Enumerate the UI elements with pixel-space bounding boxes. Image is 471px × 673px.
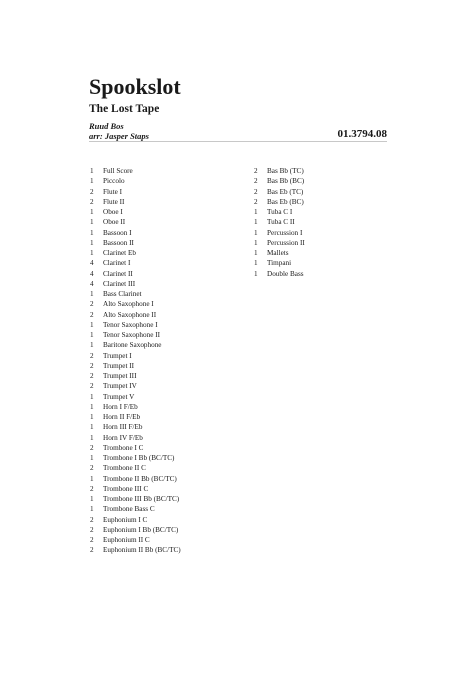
part-row (90, 176, 181, 186)
part-name: Trumpet II (103, 361, 135, 370)
part-quantity: 2 (90, 515, 94, 524)
part-row (90, 166, 181, 176)
part-quantity: 1 (254, 269, 258, 278)
part-name: Euphonium I C (103, 515, 148, 524)
part-row (254, 176, 305, 186)
part-quantity: 1 (90, 402, 94, 411)
part-quantity: 2 (90, 382, 94, 391)
part-quantity: 1 (90, 167, 94, 175)
part-name: Percussion II (267, 238, 305, 247)
part-row (90, 484, 181, 494)
part-name: Clarinet III (103, 279, 136, 288)
part-quantity: 2 (254, 177, 258, 186)
part-quantity: 1 (90, 249, 94, 257)
part-row (90, 207, 181, 217)
part-row (90, 402, 181, 412)
part-row (90, 217, 181, 227)
part-row (90, 269, 181, 279)
part-quantity: 1 (90, 454, 94, 462)
part-quantity: 1 (90, 218, 94, 227)
part-quantity: 1 (254, 238, 258, 247)
part-quantity: 2 (90, 310, 94, 319)
part-name: Tenor Saxophone II (103, 331, 160, 339)
part-row (254, 166, 305, 176)
part-name: Trombone II C (103, 464, 146, 473)
part-quantity: 1 (90, 505, 94, 514)
part-row (254, 217, 305, 227)
part-row (90, 545, 181, 555)
part-row (90, 433, 181, 443)
part-quantity: 2 (90, 546, 94, 555)
part-quantity: 1 (90, 495, 94, 503)
part-quantity: 1 (90, 341, 94, 350)
part-name: Clarinet Eb (103, 249, 136, 257)
parts-list-left (90, 166, 181, 556)
part-row (90, 412, 181, 422)
header-divider (89, 141, 387, 142)
part-row (254, 248, 305, 258)
part-name: Bas Bb (BC) (267, 177, 305, 186)
part-name: Trombone I C (103, 443, 144, 452)
part-quantity: 1 (90, 228, 94, 237)
part-quantity: 1 (90, 290, 94, 298)
part-name: Baritone Saxophone (103, 341, 162, 350)
part-name: Tuba C II (267, 218, 295, 227)
part-row (90, 371, 181, 381)
part-quantity: 2 (90, 300, 94, 309)
part-quantity: 2 (90, 484, 94, 493)
part-quantity: 1 (254, 228, 258, 237)
part-row (90, 494, 181, 504)
part-row (90, 258, 181, 268)
part-name: Bas Bb (TC) (267, 167, 304, 175)
part-name: Euphonium I Bb (BC/TC) (103, 525, 179, 534)
part-name: Trombone Bass C (103, 505, 155, 514)
part-quantity: 2 (90, 197, 94, 206)
part-row (254, 207, 305, 217)
part-name: Trumpet III (103, 372, 137, 380)
part-quantity: 2 (90, 525, 94, 534)
part-name: Clarinet I (103, 259, 131, 268)
part-quantity: 2 (90, 351, 94, 360)
part-name: Mallets (267, 249, 289, 257)
credits-row (89, 121, 387, 143)
catalog-number: 01.3794.08 (337, 128, 387, 140)
part-quantity: 4 (90, 269, 94, 278)
part-quantity: 1 (90, 433, 94, 442)
part-row (90, 351, 181, 361)
part-quantity: 1 (90, 177, 94, 186)
part-quantity: 2 (254, 187, 258, 196)
part-name: Trombone III C (103, 484, 149, 493)
part-name: Piccolo (103, 177, 125, 186)
part-quantity: 4 (90, 259, 94, 268)
part-name: Alto Saxophone I (103, 300, 154, 309)
part-name: Bassoon I (103, 228, 132, 237)
part-row (90, 289, 181, 299)
part-quantity: 2 (254, 197, 258, 206)
part-quantity: 1 (90, 331, 94, 339)
part-row (90, 463, 181, 473)
part-row (90, 248, 181, 258)
piece-subtitle: The Lost Tape (89, 103, 160, 115)
part-name: Timpani (267, 259, 292, 268)
part-quantity: 1 (90, 423, 94, 432)
part-quantity: 2 (90, 361, 94, 370)
part-name: Euphonium II C (103, 536, 150, 544)
part-name: Oboe II (103, 218, 126, 227)
part-quantity: 2 (90, 443, 94, 452)
part-name: Bassoon II (103, 238, 134, 247)
part-quantity: 2 (90, 464, 94, 473)
part-row (254, 197, 305, 207)
part-row (254, 187, 305, 197)
part-row (254, 238, 305, 248)
part-row (90, 515, 181, 525)
part-row (254, 258, 305, 268)
piece-title: Spookslot (89, 74, 181, 99)
composer-credit: Ruud Bos (89, 121, 124, 131)
part-quantity: 4 (90, 279, 94, 288)
part-name: Oboe I (103, 208, 123, 216)
part-name: Euphonium II Bb (BC/TC) (103, 546, 181, 555)
part-row (90, 279, 181, 289)
part-row (254, 228, 305, 238)
part-quantity: 2 (90, 187, 94, 196)
part-row (90, 330, 181, 340)
part-row (90, 340, 181, 350)
part-row (90, 422, 181, 432)
part-quantity: 1 (254, 259, 258, 268)
part-row (90, 392, 181, 402)
part-name: Tuba C I (267, 208, 293, 216)
part-quantity: 2 (90, 536, 94, 544)
part-name: Trombone I Bb (BC/TC) (103, 454, 175, 462)
part-name: Alto Saxophone II (103, 310, 157, 319)
part-quantity: 1 (90, 392, 94, 401)
part-name: Horn II F/Eb (103, 413, 141, 421)
part-name: Double Bass (267, 269, 304, 278)
part-name: Horn III F/Eb (103, 423, 143, 432)
part-row (90, 238, 181, 248)
part-name: Horn IV F/Eb (103, 433, 143, 442)
part-quantity: 1 (90, 208, 94, 216)
part-row (90, 525, 181, 535)
part-row (90, 381, 181, 391)
part-row (90, 474, 181, 484)
part-name: Flute I (103, 187, 122, 196)
part-name: Full Score (103, 167, 133, 175)
part-name: Flute II (103, 197, 125, 206)
part-name: Trumpet V (103, 392, 135, 401)
part-name: Bass Clarinet (103, 290, 142, 298)
part-name: Trombone III Bb (BC/TC) (103, 495, 180, 503)
part-row (90, 197, 181, 207)
part-quantity: 1 (90, 238, 94, 247)
part-name: Percussion I (267, 228, 303, 237)
part-row (90, 299, 181, 309)
arranger-credit: arr: Jasper Staps (89, 131, 149, 141)
part-quantity: 2 (254, 167, 258, 175)
part-name: Trombone II Bb (BC/TC) (103, 474, 177, 483)
part-quantity: 1 (90, 474, 94, 483)
parts-list-right (254, 166, 305, 279)
part-quantity: 1 (254, 249, 258, 257)
part-quantity: 1 (90, 320, 94, 329)
part-row (90, 320, 181, 330)
part-name: Bas Eb (TC) (267, 187, 304, 196)
part-row (90, 443, 181, 453)
part-row (90, 453, 181, 463)
part-name: Trumpet I (103, 351, 132, 360)
part-name: Trumpet IV (103, 382, 137, 391)
score-header (89, 74, 387, 143)
part-row (90, 504, 181, 514)
part-quantity: 2 (90, 372, 94, 380)
part-row (254, 269, 305, 279)
part-name: Bas Eb (BC) (267, 197, 304, 206)
part-row (90, 535, 181, 545)
part-quantity: 1 (254, 218, 258, 227)
part-name: Horn I F/Eb (103, 402, 138, 411)
part-quantity: 1 (90, 413, 94, 421)
part-quantity: 1 (254, 208, 258, 216)
part-name: Clarinet II (103, 269, 133, 278)
part-name: Tenor Saxophone I (103, 320, 158, 329)
part-row (90, 310, 181, 320)
part-row (90, 361, 181, 371)
part-row (90, 228, 181, 238)
part-row (90, 187, 181, 197)
